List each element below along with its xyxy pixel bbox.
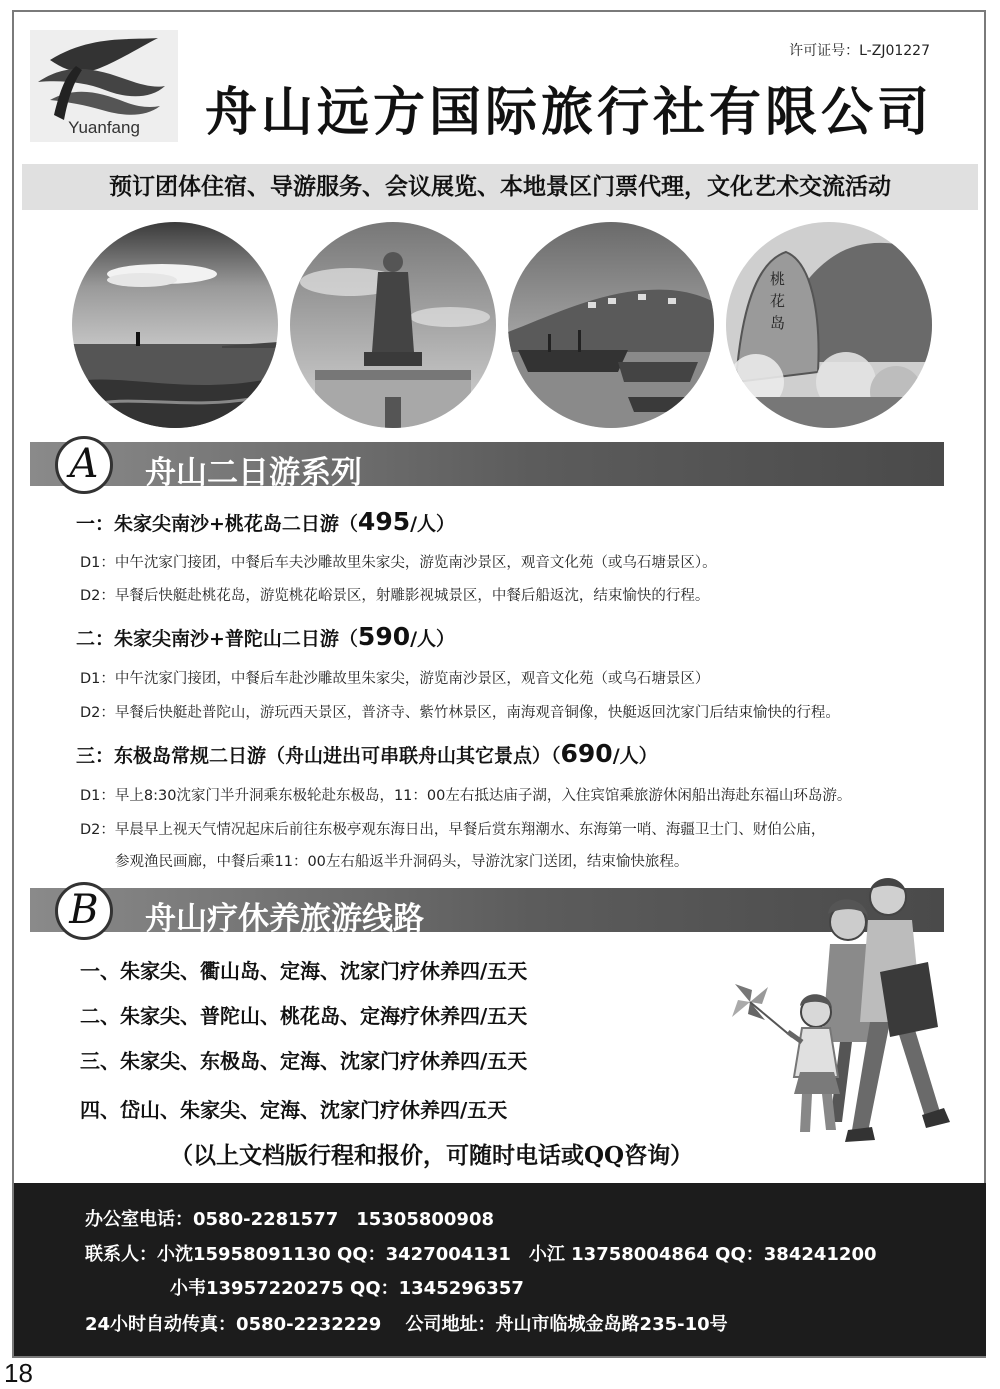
photo-sea [72, 222, 278, 428]
contacts-line-2: 小韦13957220275 QQ：1345296357 [170, 1278, 524, 1299]
section-a-title: 舟山二日游系列 [145, 455, 362, 491]
route-a2-title: 二：朱家尖南沙+普陀山二日游（590/人） [76, 622, 456, 651]
photo-taohua-island-rock [726, 222, 932, 428]
services-banner: 预订团体住宿、导游服务、会议展览、本地景区门票代理，文化艺术交流活动 [22, 164, 978, 210]
route-a1-price: 495 [357, 507, 411, 536]
company-name: 舟山远方国际旅行社有限公司 [205, 82, 934, 143]
photo-guanyin-statue [290, 222, 496, 428]
fax-and-address: 24小时自动传真：0580-2232229 公司地址：舟山市临城金岛路235-10号 [85, 1314, 728, 1335]
route-a3-day1: D1：早上8:30沈家门半升洞乘东极轮赴东极岛，11：00左右抵达庙子湖，入住宾馆乘旅游休闲船出海赴东福山环岛游。 [80, 788, 852, 804]
office-phone: 办公室电话：0580-2281577 15305800908 [85, 1209, 495, 1230]
therapy-route-4: 四、岱山、朱家尖、定海、沈家门疗休养四/五天 [80, 1098, 508, 1122]
license-number: 许可证号：L-ZJ01227 [789, 43, 930, 59]
section-b-title: 舟山疗休养旅游线路 [145, 901, 424, 937]
logo-text: Yuanfang [68, 118, 140, 137]
route-a2-price: 590 [357, 622, 411, 651]
contacts-line-1: 联系人：小沈15958091130 QQ：3427004131 小江 13758004864 QQ：384241200 [85, 1244, 877, 1265]
route-a3-price: 690 [560, 739, 613, 768]
route-a3-day2: D2：早晨早上视天气情况起床后前往东极亭观东海日出，早餐后赏东翔潮水、东海第一哨、海疆卫士门、财伯公庙， [80, 822, 826, 838]
section-a-letter: A [55, 436, 113, 494]
therapy-route-2: 二、朱家尖、普陀山、桃花岛、定海疗休养四/五天 [80, 1004, 528, 1028]
route-a2-day2: D2：早餐后快艇赴普陀山，游玩西天景区，普济寺、紫竹林景区，南海观音铜像，快艇返回沈家门后结束愉快的行程。 [80, 705, 840, 721]
route-a3-title: 三：东极岛常规二日游（舟山进出可串联舟山其它景点）（690/人） [76, 739, 658, 768]
page-number: 18 [4, 1358, 33, 1388]
route-a1-title: 一：朱家尖南沙+桃花岛二日游（495/人） [76, 507, 456, 536]
route-a2-day1: D1：中午沈家门接团，中餐后车赴沙雕故里朱家尖，游览南沙景区，观音文化苑（或乌石塘景区） [80, 671, 710, 687]
photo-fishing-harbor [508, 222, 714, 428]
family-illustration [730, 872, 960, 1147]
route-a1-day2: D2：早餐后快艇赴桃花岛，游览桃花峪景区，射雕影视城景区，中餐后船返沈，结束愉快的行程。 [80, 588, 710, 604]
therapy-route-3: 三、朱家尖、东极岛、定海、沈家门疗休养四/五天 [80, 1049, 528, 1073]
company-logo [30, 30, 178, 142]
svg-text:花: 花 [770, 292, 786, 310]
section-b-letter: B [55, 882, 113, 940]
svg-text:岛: 岛 [770, 314, 786, 332]
consultation-note: （以上文档版行程和报价，可随时电话或QQ咨询） [170, 1142, 694, 1169]
therapy-route-1: 一、朱家尖、衢山岛、定海、沈家门疗休养四/五天 [80, 959, 528, 983]
route-a1-day1: D1：中午沈家门接团，中餐后车夫沙雕故里朱家尖，游览南沙景区，观音文化苑（或乌石塘景区）。 [80, 555, 717, 571]
svg-text:桃: 桃 [770, 270, 786, 288]
pinwheel-icon [732, 984, 792, 1037]
route-a3-day2-cont: 参观渔民画廊，中餐后乘11：00左右船返半升洞码头，导游沈家门送团，结束愉快旅程。 [115, 854, 689, 870]
